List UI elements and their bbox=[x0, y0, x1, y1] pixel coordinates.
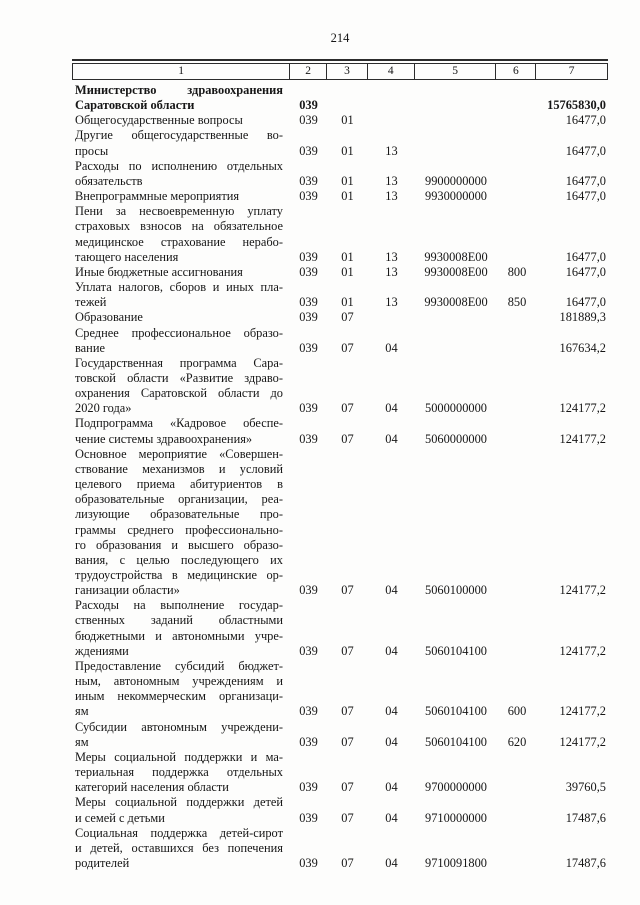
row-cell-c4: 13 bbox=[385, 295, 398, 310]
row-name-cell bbox=[72, 826, 290, 871]
row-cell-c2: 039 bbox=[299, 855, 318, 870]
row-cell-c2: 039 bbox=[299, 431, 318, 446]
row-name-line: тающего населения bbox=[75, 249, 179, 264]
row-cell-c7: 16477,0 bbox=[565, 189, 606, 204]
row-cell-c2: 039 bbox=[299, 583, 318, 598]
table-row bbox=[72, 310, 608, 325]
row-cell-c3: 07 bbox=[341, 431, 354, 446]
table-row bbox=[72, 598, 608, 659]
row-cell-c7: 16477,0 bbox=[565, 173, 606, 188]
row-cell-c7: 124177,2 bbox=[559, 643, 606, 658]
row-name-line: чение системы здравоохранения» bbox=[75, 431, 253, 446]
row-cell-c4: 04 bbox=[385, 583, 398, 598]
row-cell-c3: 01 bbox=[341, 249, 354, 264]
row-cell-c5: 5060104100 bbox=[425, 643, 487, 658]
row-cell-c3: 07 bbox=[341, 310, 354, 325]
row-name-cell bbox=[72, 189, 290, 204]
row-name-line: охранения Саратовской области до bbox=[75, 386, 283, 401]
row-cell-c5: 5060104100 bbox=[425, 734, 487, 749]
row-name-line: Государственная программа Сара- bbox=[75, 355, 283, 370]
row-cell-c2: 039 bbox=[299, 780, 318, 795]
column-header-2: 2 bbox=[290, 64, 327, 79]
row-cell-c5: 5060104100 bbox=[425, 704, 487, 719]
row-cell-c4: 13 bbox=[385, 173, 398, 188]
row-cell-c5: 9710000000 bbox=[425, 810, 487, 825]
row-cell-c2: 039 bbox=[299, 98, 318, 113]
table-row bbox=[72, 447, 608, 599]
row-cell-c3: 07 bbox=[341, 340, 354, 355]
row-name-line: бюджетными и автономными учре- bbox=[75, 628, 283, 643]
row-cell-c5: 5060000000 bbox=[425, 431, 487, 446]
row-name-cell bbox=[72, 720, 290, 750]
table-row bbox=[72, 416, 608, 446]
row-name-line: Общегосударственные вопросы bbox=[75, 113, 243, 128]
row-name-line: ждениями bbox=[75, 643, 129, 658]
row-cell-c7: 17487,6 bbox=[565, 855, 606, 870]
row-name-line: ям bbox=[75, 704, 89, 719]
row-name-cell bbox=[72, 113, 290, 128]
table-row bbox=[72, 265, 608, 280]
row-cell-c2: 039 bbox=[299, 249, 318, 264]
row-name-cell bbox=[72, 159, 290, 189]
row-cell-c7: 124177,2 bbox=[559, 704, 606, 719]
table-row bbox=[72, 159, 608, 189]
row-cell-c4: 04 bbox=[385, 643, 398, 658]
row-cell-c4: 04 bbox=[385, 431, 398, 446]
budget-table bbox=[72, 59, 608, 871]
row-name-line: образовательные организации, реа- bbox=[75, 492, 283, 507]
row-name-line: ственных заданий областными bbox=[75, 613, 283, 628]
row-name-cell bbox=[72, 598, 290, 659]
row-cell-c2: 039 bbox=[299, 810, 318, 825]
row-cell-c5: 9900000000 bbox=[425, 173, 487, 188]
row-cell-c7: 16477,0 bbox=[565, 295, 606, 310]
row-name-line: Социальная поддержка детей-сирот bbox=[75, 825, 283, 840]
table-row bbox=[72, 750, 608, 795]
row-name-line: ганизации области» bbox=[75, 583, 180, 598]
table-row bbox=[72, 280, 608, 310]
row-name-line: лизующие образовательные про- bbox=[75, 507, 283, 522]
row-cell-c7: 181889,3 bbox=[559, 310, 606, 325]
row-cell-c3: 07 bbox=[341, 810, 354, 825]
row-name-cell bbox=[72, 265, 290, 280]
row-cell-c4: 04 bbox=[385, 855, 398, 870]
row-cell-c7: 124177,2 bbox=[559, 734, 606, 749]
row-name-cell bbox=[72, 356, 290, 417]
row-cell-c4: 13 bbox=[385, 189, 398, 204]
row-cell-c7: 16477,0 bbox=[565, 249, 606, 264]
row-cell-c4: 04 bbox=[385, 401, 398, 416]
row-name-line: Образование bbox=[75, 310, 143, 325]
row-cell-c2: 039 bbox=[299, 143, 318, 158]
row-name-cell bbox=[72, 750, 290, 795]
row-name-line: медицинское страхование нерабо- bbox=[75, 234, 283, 249]
row-name-cell bbox=[72, 795, 290, 825]
row-cell-c7: 124177,2 bbox=[559, 401, 606, 416]
row-name-line: Другие общегосударственные во- bbox=[75, 128, 283, 143]
row-cell-c7: 124177,2 bbox=[559, 431, 606, 446]
row-name-line: просы bbox=[75, 143, 109, 158]
row-cell-c6: 800 bbox=[507, 264, 527, 279]
row-cell-c4: 04 bbox=[385, 340, 398, 355]
row-name-line: Расходы на выполнение государ- bbox=[75, 598, 283, 613]
row-name-cell bbox=[72, 128, 290, 158]
row-cell-c6: 850 bbox=[507, 295, 527, 310]
row-name-cell bbox=[72, 310, 290, 325]
row-name-line: товской области «Развитие здраво- bbox=[75, 370, 283, 385]
row-cell-c6: 620 bbox=[507, 734, 527, 749]
table-row bbox=[72, 795, 608, 825]
row-name-line: тежей bbox=[75, 295, 107, 310]
row-cell-c2: 039 bbox=[299, 173, 318, 188]
row-cell-c2: 039 bbox=[299, 113, 318, 128]
row-cell-c5: 9930008E00 bbox=[424, 295, 488, 310]
row-name-line: иным некоммерческим организаци- bbox=[75, 689, 283, 704]
table-row bbox=[72, 128, 608, 158]
row-cell-c3: 07 bbox=[341, 583, 354, 598]
table-row bbox=[72, 826, 608, 871]
row-name-line: Расходы по исполнению отдельных bbox=[75, 158, 283, 173]
row-name-cell bbox=[72, 659, 290, 720]
row-cell-c3: 01 bbox=[341, 295, 354, 310]
row-cell-c5: 9930008E00 bbox=[424, 249, 488, 264]
row-name-line: 2020 года» bbox=[75, 401, 132, 416]
column-header-3: 3 bbox=[327, 64, 368, 79]
column-header-7: 7 bbox=[568, 65, 575, 77]
row-cell-c3: 07 bbox=[341, 401, 354, 416]
row-cell-c7: 124177,2 bbox=[559, 583, 606, 598]
row-name-line: целевого приема абитуриентов в bbox=[75, 477, 283, 492]
row-name-line: териальная поддержка отдельных bbox=[75, 765, 283, 780]
row-name-line: родителей bbox=[75, 855, 130, 870]
row-name-line: Подпрограмма «Кадровое обеспе- bbox=[75, 416, 283, 431]
table-row bbox=[72, 720, 608, 750]
row-cell-c4: 04 bbox=[385, 704, 398, 719]
row-name-cell bbox=[72, 416, 290, 446]
row-name-line: вание bbox=[75, 340, 105, 355]
row-cell-c4: 13 bbox=[385, 249, 398, 264]
row-cell-c4: 13 bbox=[385, 264, 398, 279]
row-name-line: Иные бюджетные ассигнования bbox=[75, 264, 243, 279]
row-cell-c3: 07 bbox=[341, 704, 354, 719]
row-cell-c2: 039 bbox=[299, 310, 318, 325]
row-cell-c3: 01 bbox=[341, 173, 354, 188]
row-cell-c7: 16477,0 bbox=[565, 113, 606, 128]
table-body bbox=[72, 80, 608, 871]
row-cell-c3: 07 bbox=[341, 780, 354, 795]
row-cell-c2: 039 bbox=[299, 264, 318, 279]
row-cell-c3: 07 bbox=[341, 643, 354, 658]
row-name-cell bbox=[72, 447, 290, 599]
row-name-cell bbox=[72, 280, 290, 310]
row-name-line: Меры социальной поддержки детей bbox=[75, 795, 283, 810]
row-cell-c2: 039 bbox=[299, 734, 318, 749]
row-name-cell bbox=[72, 204, 290, 265]
row-name-cell bbox=[72, 83, 290, 113]
table-row bbox=[72, 659, 608, 720]
row-name-line: Субсидии автономным учреждени- bbox=[75, 719, 283, 734]
column-header-4: 4 bbox=[368, 64, 415, 79]
table-row bbox=[72, 326, 608, 356]
row-name-line: и семей с детьми bbox=[75, 810, 165, 825]
column-header-5: 5 bbox=[415, 64, 497, 79]
row-cell-c2: 039 bbox=[299, 643, 318, 658]
row-cell-c3: 07 bbox=[341, 734, 354, 749]
table-header-row bbox=[72, 63, 608, 80]
row-name-line: Предоставление субсидий бюджет- bbox=[75, 658, 283, 673]
row-name-line: го образования и высшего образо- bbox=[75, 537, 283, 552]
row-cell-c7: 16477,0 bbox=[565, 264, 606, 279]
row-cell-c7: 167634,2 bbox=[559, 340, 606, 355]
row-name-cell bbox=[72, 326, 290, 356]
table-row bbox=[72, 189, 608, 204]
row-name-line: Пени за несвоевременную уплату bbox=[75, 204, 283, 219]
row-cell-c4: 04 bbox=[385, 810, 398, 825]
row-cell-c7: 16477,0 bbox=[565, 143, 606, 158]
row-cell-c4: 04 bbox=[385, 734, 398, 749]
column-header-6: 6 bbox=[496, 64, 536, 79]
row-name-line: вания, с целью последующего их bbox=[75, 552, 283, 567]
row-cell-c2: 039 bbox=[299, 340, 318, 355]
row-cell-c7: 15765830,0 bbox=[547, 98, 606, 113]
row-name-line: категорий населения области bbox=[75, 780, 229, 795]
page-number: 214 bbox=[330, 31, 350, 45]
row-cell-c7: 39760,5 bbox=[565, 780, 606, 795]
row-cell-c5: 9710091800 bbox=[425, 855, 487, 870]
row-cell-c5: 5000000000 bbox=[425, 401, 487, 416]
row-name-line: ствование механизмов и условий bbox=[75, 461, 283, 476]
row-cell-c2: 039 bbox=[299, 704, 318, 719]
row-name-line: Министерство здравоохранения bbox=[75, 83, 283, 97]
table-row bbox=[72, 204, 608, 265]
row-name-line: Саратовской области bbox=[75, 98, 195, 113]
row-cell-c5: 9930008E00 bbox=[424, 264, 488, 279]
row-cell-c2: 039 bbox=[299, 401, 318, 416]
row-cell-c5: 9700000000 bbox=[425, 780, 487, 795]
row-name-line: Основное мероприятие «Совершен- bbox=[75, 446, 283, 461]
row-cell-c7: 17487,6 bbox=[565, 810, 606, 825]
row-cell-c3: 01 bbox=[341, 189, 354, 204]
row-name-line: Уплата налогов, сборов и иных пла- bbox=[75, 280, 283, 295]
row-name-line: ям bbox=[75, 734, 89, 749]
row-cell-c5: 5060100000 bbox=[425, 583, 487, 598]
column-header-1: 1 bbox=[73, 64, 290, 79]
row-name-line: ным, автономным учреждениям и bbox=[75, 674, 283, 689]
row-name-line: Внепрограммные мероприятия bbox=[75, 189, 240, 204]
row-cell-c4: 13 bbox=[385, 143, 398, 158]
row-cell-c3: 07 bbox=[341, 855, 354, 870]
row-name-line: Среднее профессиональное образо- bbox=[75, 325, 283, 340]
row-cell-c3: 01 bbox=[341, 113, 354, 128]
row-cell-c4: 04 bbox=[385, 780, 398, 795]
row-name-line: страховых взносов на обязательное bbox=[75, 219, 283, 234]
row-name-line: трудоустройства в медицинские ор- bbox=[75, 568, 283, 582]
row-cell-c6: 600 bbox=[507, 704, 527, 719]
row-cell-c5: 9930000000 bbox=[425, 189, 487, 204]
row-cell-c2: 039 bbox=[299, 189, 318, 204]
row-name-line: граммы среднего профессионально- bbox=[75, 522, 283, 537]
row-cell-c3: 01 bbox=[341, 264, 354, 279]
table-row bbox=[72, 83, 608, 113]
row-cell-c3: 01 bbox=[341, 143, 354, 158]
row-name-line: Меры социальной поддержки и ма- bbox=[75, 749, 283, 764]
table-row bbox=[72, 356, 608, 417]
row-name-line: и детей, оставшихся без попечения bbox=[75, 840, 283, 855]
row-name-line: обязательств bbox=[75, 173, 143, 188]
table-row bbox=[72, 113, 608, 128]
row-cell-c2: 039 bbox=[299, 295, 318, 310]
